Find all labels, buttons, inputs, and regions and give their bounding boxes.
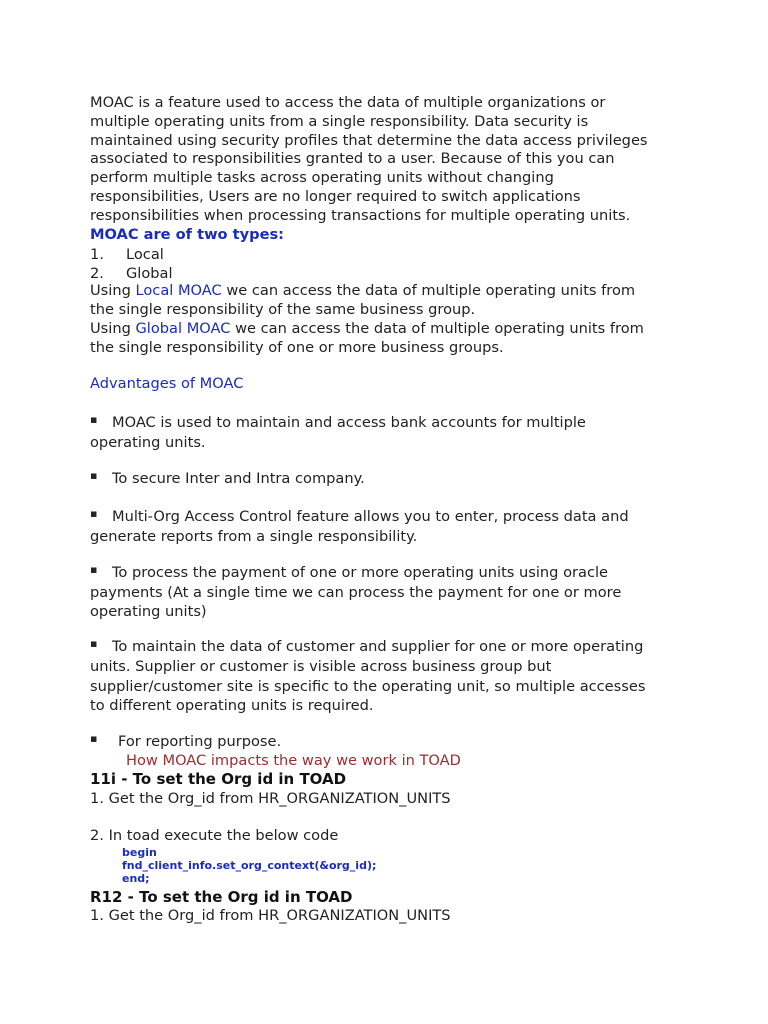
list-number: 1. — [90, 245, 104, 263]
bullet-icon: ▪ — [90, 469, 98, 482]
bullet-icon: ▪ — [90, 637, 98, 650]
types-heading: MOAC are of two types: — [90, 226, 285, 243]
advantage-text: operating units) — [90, 603, 207, 620]
advantage-item — [90, 729, 690, 752]
intro-line: responsibilities, Users are no longer required to switch applications — [90, 187, 581, 205]
r11i-heading: 11i - To set the Org id in TOAD — [90, 770, 347, 788]
global-moac-term: Global MOAC — [135, 320, 231, 337]
advantage-text: MOAC is used to maintain and access bank accounts for multiple — [112, 414, 586, 431]
advantage-text: supplier/customer site is specific to the operating unit, so multiple accesses — [90, 678, 646, 695]
global-prefix: Using — [90, 320, 136, 337]
advantage-item — [90, 634, 690, 715]
bullet-icon: ▪ — [90, 413, 98, 426]
code-block — [122, 846, 722, 885]
advantage-text: units. Supplier or customer is visible across business group but — [90, 658, 552, 675]
global-line-1 — [90, 320, 690, 339]
advantage-text: Multi-Org Access Control feature allows you to enter, process data and — [112, 508, 629, 525]
local-line-2: the single responsibility of the same business group. — [90, 300, 476, 318]
global-rest: we can access the data of multiple operating units from — [230, 320, 644, 337]
local-line-1 — [90, 282, 690, 301]
r11i-step-1: 1. Get the Org_id from HR_ORGANIZATION_UNITS — [90, 790, 451, 807]
advantage-item — [90, 410, 690, 453]
list-number: 2. — [90, 264, 104, 282]
types-section — [90, 226, 690, 283]
advantage-text: payments (At a single time we can process the payment for one or more — [90, 584, 622, 601]
global-moac-paragraph — [90, 320, 690, 358]
advantage-text: To secure Inter and Intra company. — [112, 470, 365, 487]
r12-step-1: 1. Get the Org_id from HR_ORGANIZATION_UNITS — [90, 907, 451, 924]
types-item-local — [90, 245, 690, 264]
intro-line: perform multiple tasks across operating units without changing — [90, 169, 554, 187]
code-line: fnd_client_info.set_org_context(&org_id); — [122, 859, 377, 872]
local-moac-term: Local MOAC — [135, 282, 222, 299]
bullet-icon: ▪ — [90, 563, 98, 576]
advantage-text: To process the payment of one or more operating units using oracle — [112, 564, 609, 581]
r11i-step-2: 2. In toad execute the below code — [90, 827, 339, 844]
intro-paragraph — [90, 94, 690, 226]
types-item-global — [90, 264, 690, 283]
bullet-icon: ▪ — [90, 507, 98, 520]
bullet-icon: ▪ — [90, 732, 98, 745]
list-label: Global — [126, 264, 173, 282]
code-line: begin — [122, 846, 157, 859]
advantage-text: operating units. — [90, 434, 206, 451]
local-rest: we can access the data of multiple operating units from — [221, 282, 636, 299]
global-line-2: the single responsibility of one or more business groups. — [90, 338, 504, 356]
advantage-text: generate reports from a single responsibility. — [90, 528, 418, 545]
list-label: Local — [126, 245, 164, 263]
advantage-item — [90, 466, 690, 489]
intro-line: maintained using security profiles that determine the data access privileges — [90, 131, 648, 149]
advantages-heading: Advantages of MOAC — [90, 375, 244, 392]
advantage-text: For reporting purpose. — [118, 733, 282, 750]
advantage-text: to different operating units is required. — [90, 697, 374, 714]
toad-heading: How MOAC impacts the way we work in TOAD — [126, 752, 461, 769]
advantage-item — [90, 504, 690, 547]
code-line: end; — [122, 872, 150, 885]
advantage-text: To maintain the data of customer and supplier for one or more operating — [112, 638, 644, 655]
intro-line: multiple operating units from a single responsibility. Data security is — [90, 112, 589, 130]
intro-line: MOAC is a feature used to access the data of multiple organizations or — [90, 94, 606, 111]
intro-line: associated to responsibilities granted to a user. Because of this you can — [90, 150, 615, 168]
intro-line: responsibilities when processing transactions for multiple operating units. — [90, 206, 631, 224]
r12-heading: R12 - To set the Org id in TOAD — [90, 888, 353, 906]
advantage-item — [90, 560, 690, 621]
local-moac-paragraph — [90, 282, 690, 320]
local-prefix: Using — [90, 282, 136, 299]
